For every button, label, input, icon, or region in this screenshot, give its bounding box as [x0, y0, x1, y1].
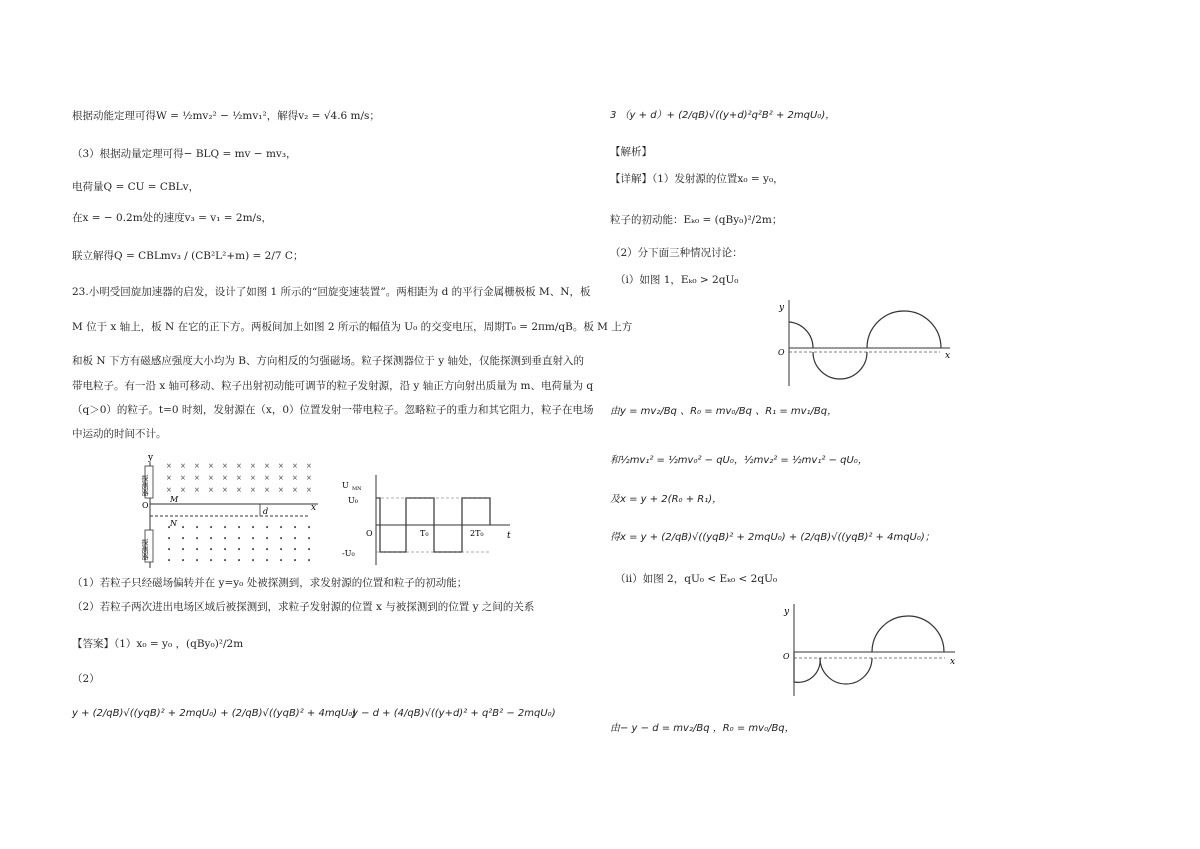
figure-2-voltage: [340, 470, 510, 570]
detector-label-top: 探测器: [141, 475, 149, 496]
trajectory-graph-1: [775, 298, 955, 388]
field-cross: ×: [264, 462, 270, 470]
field-dot: •: [209, 557, 214, 565]
field-dot: •: [223, 546, 228, 554]
field-dot: •: [181, 557, 186, 565]
field-dot: •: [251, 524, 256, 532]
field-dot: •: [167, 546, 172, 554]
text-line: （ii）如图 2，qU₀ < Eₖ₀ < 2qU₀: [615, 573, 778, 585]
field-dot: •: [279, 557, 284, 565]
text-line: 【解析】: [610, 146, 652, 158]
field-dot: •: [293, 546, 298, 554]
field-dot: •: [237, 535, 242, 543]
text-line: 根据动能定理可得W = ½mv₂² − ½mv₁²，解得v₂ = √4.6 m/s；: [72, 110, 380, 122]
t0-label: T₀: [420, 529, 429, 538]
plate-n-label: N: [170, 519, 177, 528]
answer-line: （2）: [72, 673, 100, 685]
field-cross: ×: [208, 486, 214, 494]
field-cross: ×: [264, 486, 270, 494]
field-cross: ×: [236, 486, 242, 494]
trajectory-graph-2: [780, 602, 960, 698]
fig1-y-label: y: [148, 453, 154, 463]
gap-d-label: d: [263, 507, 269, 516]
text-line: 在x = − 0.2m处的速度v₃ = v₁ = 2m/s，: [72, 212, 272, 224]
field-cross: ×: [222, 474, 228, 482]
field-cross: ×: [250, 486, 256, 494]
field-dot: •: [251, 546, 256, 554]
field-dot: •: [195, 546, 200, 554]
g1-x-label: x: [945, 351, 951, 361]
field-dot: •: [181, 535, 186, 543]
field-dot: •: [279, 535, 284, 543]
field-cross: ×: [278, 474, 284, 482]
field-dot: •: [223, 524, 228, 532]
field-dot: •: [209, 535, 214, 543]
text-line: 和½mv₁² = ½mv₀² − qU₀，½mv₂² = ½mv₁² − qU₀，: [610, 455, 868, 466]
subquestion-1: （1）若粒子只经磁场偏转并在 y=y₀ 处被探测到，求发射源的位置和粒子的初动能；: [72, 577, 468, 589]
g1-y-label: y: [779, 303, 785, 313]
field-cross: ×: [222, 486, 228, 494]
field-dot: •: [167, 524, 172, 532]
g2-x-label: x: [950, 657, 956, 667]
field-dot: •: [279, 546, 284, 554]
field-cross: ×: [208, 474, 214, 482]
text-line: 电荷量Q = CU = CBLv，: [72, 181, 200, 193]
field-dot: •: [237, 557, 242, 565]
field-dot: •: [195, 557, 200, 565]
field-dot: •: [223, 557, 228, 565]
fig2-y-label: U: [342, 481, 349, 490]
u0-label: U₀: [348, 496, 358, 505]
text-line: 由− y − d = mv₂/Bq ，R₀ = mv₀/Bq，: [610, 723, 795, 734]
answer-formula: y − d + (4/qB)√((y+d)² + q²B² − 2mqU₀): [352, 708, 556, 719]
text-line: 得x = y + (2/qB)√((yqB)² + 2mqU₀) + (2/qB)√((yqB)² + 4mqU₀)；: [610, 532, 935, 543]
figure-1-fields: [140, 450, 330, 570]
field-dot: •: [307, 535, 312, 543]
subquestion-2: （2）若粒子两次进出电场区域后被探测到，求粒子发射源的位置 x 与被探测到的位置 y 之间的关系: [72, 601, 535, 613]
field-cross: ×: [208, 462, 214, 470]
field-cross: ×: [166, 474, 172, 482]
field-dot: •: [181, 546, 186, 554]
field-cross: ×: [236, 462, 242, 470]
field-dot: •: [223, 535, 228, 543]
fig1-x-label: x: [311, 503, 317, 513]
fig2-t-axis: t: [507, 531, 511, 541]
answer-line: 【答案】（1）x₀ = y₀ ，(qBy₀)²/2m: [72, 638, 244, 650]
field-cross: ×: [250, 474, 256, 482]
question-line: M 位于 x 轴上，板 N 在它的正下方。两板间加上如图 2 所示的幅值为 U₀ 的交变电压，周期T₀ = 2πm/qB。板 M 上方: [72, 321, 633, 333]
field-dot: •: [167, 535, 172, 543]
field-cross: ×: [292, 486, 298, 494]
field-cross: ×: [222, 462, 228, 470]
field-cross: ×: [278, 486, 284, 494]
field-cross: ×: [292, 474, 298, 482]
text-line: （2）分下面三种情况讨论：: [610, 247, 743, 259]
field-dot: •: [265, 535, 270, 543]
field-dot: •: [265, 524, 270, 532]
field-dot: •: [251, 535, 256, 543]
field-cross: ×: [306, 462, 312, 470]
field-dot: •: [251, 557, 256, 565]
field-dot: •: [237, 524, 242, 532]
field-cross: ×: [194, 474, 200, 482]
plate-m-label: M: [170, 495, 179, 504]
field-cross: ×: [306, 486, 312, 494]
text-line: 3 （y + d）+ (2/qB)√((y+d)²q²B² + 2mqU₀)，: [610, 110, 836, 121]
question-line: （q＞0）的粒子。t=0 时刻，发射源在（x，0）位置发射一带电粒子。忽略粒子的重力和其它阻力，粒子在电场: [72, 404, 594, 416]
field-dot: •: [195, 524, 200, 532]
text-line: 粒子的初动能：Eₖ₀ = (qBy₀)²/2m；: [610, 214, 783, 226]
field-dot: •: [265, 546, 270, 554]
text-line: （i）如图 1，Eₖ₀ > 2qU₀: [615, 274, 739, 286]
field-cross: ×: [166, 486, 172, 494]
field-cross: ×: [194, 462, 200, 470]
neg-u0-label: -U₀: [342, 549, 355, 558]
field-cross: ×: [278, 462, 284, 470]
detector-label-bottom: 探测器: [141, 539, 149, 560]
field-dot: •: [293, 524, 298, 532]
answer-formula: y + (2/qB)√((yqB)² + 2mqU₀) + (2/qB)√((yqB)² + 4mqU₀): [72, 708, 357, 719]
text-line: 及x = y + 2(R₀ + R₁)，: [610, 494, 723, 505]
field-dot: •: [167, 557, 172, 565]
field-cross: ×: [236, 474, 242, 482]
field-dot: •: [293, 535, 298, 543]
text-line: 联立解得Q = CBLmv₃ / (CB²L²+m) = 2/7 C；: [72, 250, 304, 262]
field-dot: •: [237, 546, 242, 554]
text-line: 【详解】（1）发射源的位置x₀ = y₀，: [610, 173, 784, 185]
field-cross: ×: [166, 462, 172, 470]
field-cross: ×: [194, 486, 200, 494]
text-line: （3）根据动量定理可得− BLQ = mv − mv₃，: [72, 148, 297, 160]
text-line: 由y = mv₂/Bq 、R₀ = mv₀/Bq 、R₁ = mv₁/Bq，: [610, 406, 838, 417]
field-dot: •: [307, 557, 312, 565]
g2-origin: O: [783, 652, 790, 661]
field-dot: •: [181, 524, 186, 532]
field-dot: •: [265, 557, 270, 565]
field-dot: •: [307, 524, 312, 532]
g2-y-label: y: [784, 607, 790, 617]
fig1-origin: O: [142, 501, 149, 510]
question-line: 带电粒子。有一沿 x 轴可移动、粒子出射初动能可调节的粒子发射源，沿 y 轴正方向射出质量为 m、电荷量为 q: [72, 380, 594, 392]
field-cross: ×: [180, 486, 186, 494]
field-cross: ×: [250, 462, 256, 470]
question-line: 23.小明受回旋加速器的启发，设计了如图 1 所示的“回旋变速装置”。两相距为 d 的平行金属栅极板 M、N，板: [72, 286, 591, 298]
two-t0-label: 2T₀: [470, 529, 484, 538]
field-dot: •: [293, 557, 298, 565]
field-dot: •: [279, 524, 284, 532]
field-cross: ×: [306, 474, 312, 482]
fig2-origin: O: [366, 529, 373, 538]
field-cross: ×: [180, 462, 186, 470]
field-dot: •: [195, 535, 200, 543]
question-line: 和板 N 下方有磁感应强度大小均为 B、方向相反的匀强磁场。粒子探测器位于 y 轴处，仅能探测到垂直射入的: [72, 355, 585, 367]
question-line: 中运动的时间不计。: [72, 428, 167, 440]
fig2-y-sub: MN: [352, 486, 362, 492]
field-cross: ×: [180, 474, 186, 482]
field-dot: •: [307, 546, 312, 554]
field-dot: •: [209, 524, 214, 532]
field-dot: •: [209, 546, 214, 554]
g1-origin: O: [778, 348, 785, 357]
field-cross: ×: [264, 474, 270, 482]
field-cross: ×: [292, 462, 298, 470]
